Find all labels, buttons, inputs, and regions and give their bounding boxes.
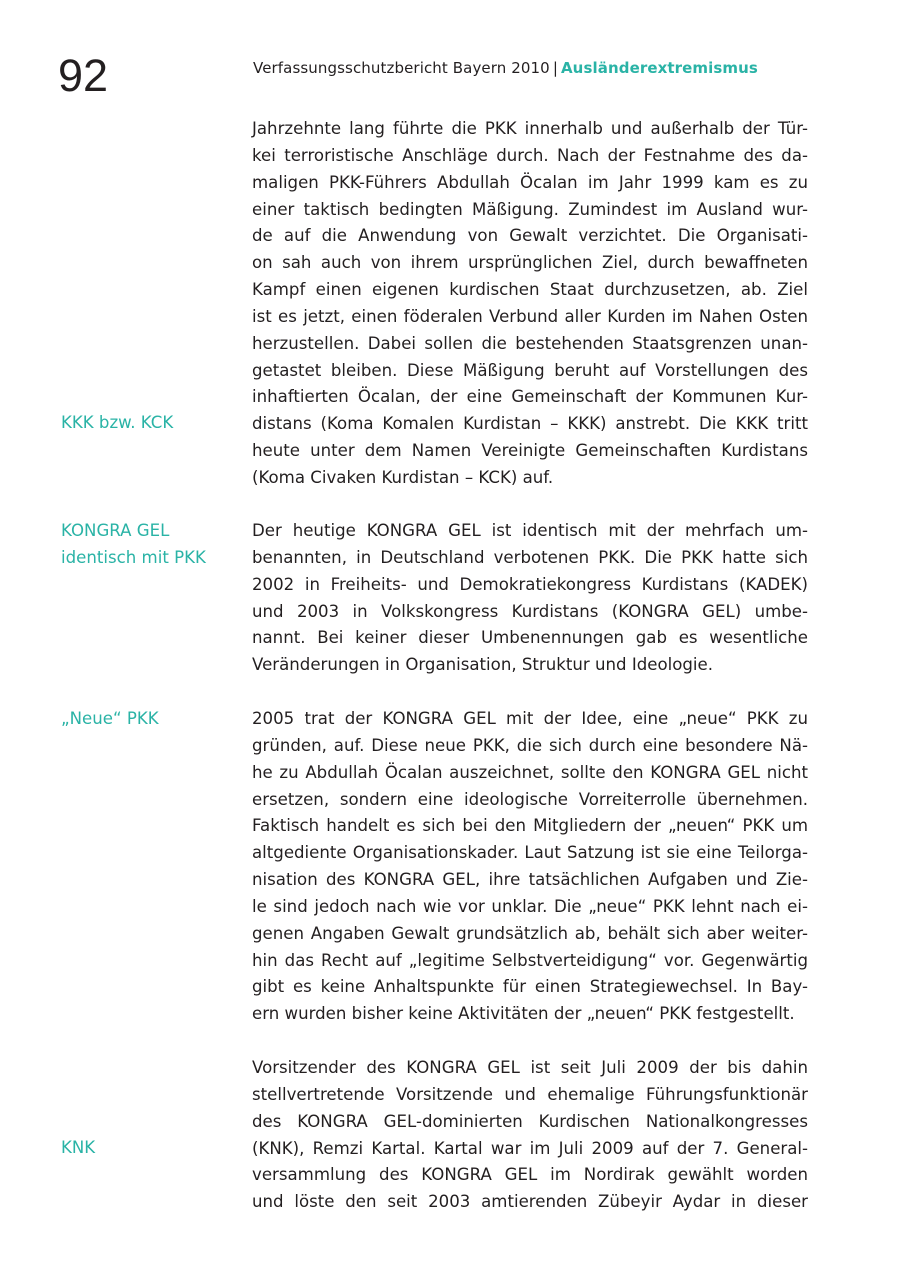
text-line: gründen, auf. Diese neue PKK, die sich durch eine besondere Nä- [252,735,808,755]
text-line: getastet bleiben. Diese Mäßigung beruht auf Vorstellungen des [252,360,808,380]
margin-note-kongra-gel [61,518,241,572]
report-title: Verfassungsschutzbericht Bayern 2010 [253,59,550,77]
text-line: Vorsitzender des KONGRA GEL ist seit Juli 2009 der bis dahin [252,1058,808,1077]
text-line: Kampf einen eigenen kurdischen Staat durchzusetzen, ab. Ziel [252,280,808,300]
margin-note-kkk-kck [61,410,241,437]
text-line: on sah auch von ihrem ursprünglichen Ziel, durch bewaffneten [252,253,808,273]
text-line: altgediente Organisationskader. Laut Satzung ist sie eine Teilorga- [252,843,808,863]
text-line: gibt es keine Anhaltspunkte für einen Strategiewechsel. In Bay- [252,977,808,997]
text-line: Faktisch handelt es sich bei den Mitgliedern der „neuen“ PKK um [252,816,808,836]
text-line: herzustellen. Dabei sollen die bestehenden Staatsgrenzen unan- [252,333,808,353]
text-line: (Koma Civaken Kurdistan – KCK) auf. [252,467,554,487]
text-line: ersetzen, sondern eine ideologische Vorreiterrolle übernehmen. [252,789,808,809]
text-line: genen Angaben Gewalt grundsätzlich ab, behält sich aber weiter- [252,923,808,943]
margin-note-text: „Neue“ PKK [61,709,159,728]
running-header [253,58,758,78]
page-number: 92 [58,50,109,101]
paragraph-neue-pkk [252,706,808,1028]
text-line: 2005 trat der KONGRA GEL mit der Idee, eine „neue“ PKK zu [252,709,808,728]
text-line: Jahrzehnte lang führte die PKK innerhalb und außerhalb der Tür- [252,119,808,138]
margin-note-text: KNK [61,1138,96,1157]
text-line: nisation des KONGRA GEL, ihre tatsächlichen Aufgaben und Zie- [252,870,808,890]
margin-note-text: KKK bzw. KCK [61,413,174,432]
text-line: und löste den seit 2003 amtierenden Zübeyir Aydar in dieser [252,1192,808,1212]
margin-note-text: identisch mit PKK [61,547,206,567]
text-line: inhaftierten Öcalan, der eine Gemeinschaft der Kommunen Kur- [252,387,808,407]
text-line: ern wurden bisher keine Aktivitäten der „neuen“ PKK festgestellt. [252,1004,795,1024]
text-line: Veränderungen in Organisation, Struktur und Ideologie. [252,655,714,675]
text-line: kei terroristische Anschläge durch. Nach der Festnahme des da- [252,145,808,165]
text-line: maligen PKK-Führers Abdullah Öcalan im Jahr 1999 kam es zu [252,172,808,192]
text-line: nannt. Bei keiner dieser Umbenennungen gab es wesentliche [252,628,808,648]
text-line: heute unter dem Namen Vereinigte Gemeinschaften Kurdistans [252,441,808,461]
text-line: (KNK), Remzi Kartal. Kartal war im Juli 2009 auf der 7. General- [252,1138,808,1158]
text-line: benannten, in Deutschland verbotenen PKK. Die PKK hatte sich [252,547,808,567]
text-line: de auf die Anwendung von Gewalt verzichtet. Die Organisati- [252,226,808,246]
text-line: und 2003 in Volkskongress Kurdistans (KONGRA GEL) umbe- [252,601,808,621]
paragraph-kongra-gel [252,518,808,679]
text-line: Der heutige KONGRA GEL ist identisch mit der mehrfach um- [252,521,808,540]
text-line: he zu Abdullah Öcalan auszeichnet, sollte den KONGRA GEL nicht [252,762,808,782]
text-line: des KONGRA GEL-dominierten Kurdischen Nationalkongresses [252,1111,808,1131]
text-line: stellvertretende Vorsitzende und ehemalige Führungsfunktionär [252,1084,808,1104]
text-line: hin das Recht auf „legitime Selbstverteidigung“ vor. Gegenwärtig [252,950,808,970]
header-separator: | [552,59,558,77]
margin-note-knk [61,1135,241,1162]
margin-note-neue-pkk [61,706,241,733]
section-title: Ausländerextremismus [560,59,758,77]
text-line: einer taktisch bedingten Mäßigung. Zumindest im Ausland wur- [252,199,808,219]
paragraph-pkk-history [252,116,808,492]
text-line: le sind jedoch nach wie vor unklar. Die „neue“ PKK lehnt nach ei- [252,896,808,916]
text-line: distans (Koma Komalen Kurdistan – KKK) anstrebt. Die KKK tritt [252,414,808,434]
text-line: ist es jetzt, einen föderalen Verbund aller Kurden im Nahen Osten [252,306,808,326]
margin-note-text: KONGRA GEL [61,521,170,540]
text-line: versammlung des KONGRA GEL im Nordirak gewählt worden [252,1165,808,1185]
text-line: 2002 in Freiheits- und Demokratiekongress Kurdistans (KADEK) [252,574,808,594]
paragraph-knk [252,1055,808,1216]
